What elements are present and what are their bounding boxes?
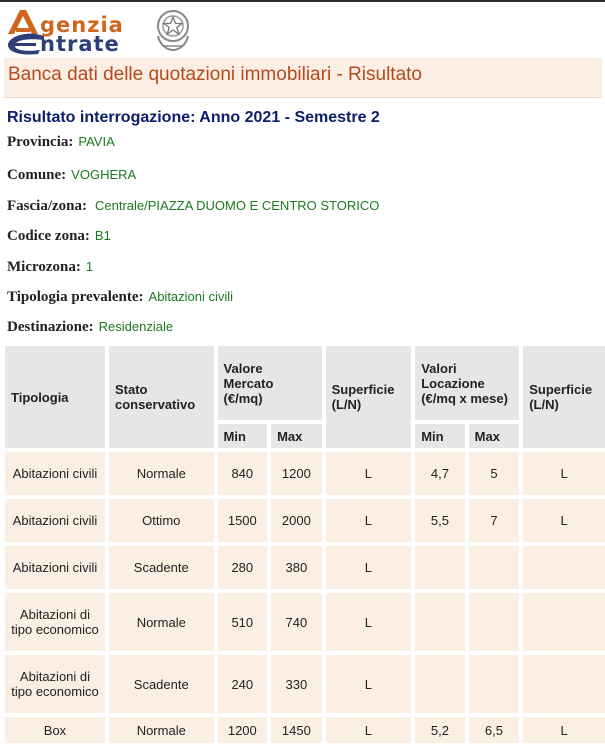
cell-locazione-min: 5,5 <box>415 499 464 542</box>
cell-valore-min: 280 <box>218 546 268 589</box>
header-superficie-locazione: Superficie (L/N) <box>523 346 605 448</box>
cell-locazione-min <box>415 546 464 589</box>
logo-word-agenzia: genzia <box>40 13 124 37</box>
cell-stato: Normale <box>109 717 214 743</box>
cell-superficie-locazione: L <box>523 717 605 743</box>
header-valore-min: Min <box>218 424 268 448</box>
cell-valore-min: 840 <box>218 452 268 495</box>
field-destinazione <box>7 319 173 336</box>
table-row <box>5 717 605 743</box>
table-row <box>5 452 605 495</box>
table-row <box>5 546 605 589</box>
cell-stato: Scadente <box>109 546 214 589</box>
header-locazione-min: Min <box>415 424 464 448</box>
cell-valore-max: 2000 <box>271 499 322 542</box>
cell-tipologia: Abitazioni di tipo economico <box>5 655 105 713</box>
header-locazione-max: Max <box>469 424 520 448</box>
result-title: Risultato interrogazione: Anno 2021 - Semestre 2 <box>7 109 380 126</box>
field-label: Fascia/zona: <box>7 198 87 214</box>
cell-stato: Normale <box>109 452 214 495</box>
cell-superficie: L <box>326 655 412 713</box>
cell-valore-min: 510 <box>218 593 268 651</box>
field-microzona <box>7 259 93 276</box>
cell-locazione-min <box>415 655 464 713</box>
field-label: Destinazione: <box>7 319 94 335</box>
cell-stato: Ottimo <box>109 499 214 542</box>
cell-locazione-min: 4,7 <box>415 452 464 495</box>
quotations-table <box>1 342 605 747</box>
cell-tipologia: Box <box>5 717 105 743</box>
cell-locazione-max <box>469 655 520 713</box>
cell-superficie-locazione <box>523 655 605 713</box>
cell-valore-max: 740 <box>271 593 322 651</box>
header-superficie: Superficie (L/N) <box>326 346 412 448</box>
field-value: VOGHERA <box>71 167 137 182</box>
field-tipologia-prevalente <box>7 289 233 306</box>
cell-superficie-locazione: L <box>523 452 605 495</box>
cell-valore-min: 240 <box>218 655 268 713</box>
field-value: 1 <box>85 259 94 274</box>
field-value: Abitazioni civili <box>148 289 234 304</box>
field-provincia <box>7 134 115 151</box>
cell-tipologia: Abitazioni civili <box>5 546 105 589</box>
header-tipologia: Tipologia <box>5 346 105 448</box>
field-value: Residenziale <box>98 319 174 334</box>
cell-superficie-locazione <box>523 546 605 589</box>
cell-valore-max: 1200 <box>271 452 322 495</box>
cell-locazione-min <box>415 593 464 651</box>
cell-superficie-locazione: L <box>523 499 605 542</box>
header-valore-mercato: Valore Mercato (€/mq) <box>218 346 322 420</box>
cell-superficie: L <box>326 593 412 651</box>
header-valore-max: Max <box>271 424 322 448</box>
header-stato-conservativo: Stato conservativo <box>109 346 214 448</box>
table-row <box>5 499 605 542</box>
field-value: PAVIA <box>78 134 115 149</box>
field-value: B1 <box>94 228 111 243</box>
italian-republic-emblem-icon <box>152 6 194 52</box>
cell-locazione-max <box>469 546 520 589</box>
cell-superficie: L <box>326 546 412 589</box>
cell-tipologia: Abitazioni di tipo economico <box>5 593 105 651</box>
header-valori-locazione: Valori Locazione (€/mq x mese) <box>415 346 519 420</box>
cell-stato: Normale <box>109 593 214 651</box>
table-row <box>5 593 605 651</box>
cell-stato: Scadente <box>109 655 214 713</box>
field-label: Codice zona: <box>7 228 90 244</box>
logo-word-entrate: ntrate <box>40 32 120 56</box>
table-row <box>5 655 605 713</box>
cell-superficie: L <box>326 499 412 542</box>
cell-superficie-locazione <box>523 593 605 651</box>
cell-superficie: L <box>326 717 412 743</box>
page-banner <box>4 58 602 98</box>
cell-locazione-min: 5,2 <box>415 717 464 743</box>
cell-valore-min: 1500 <box>218 499 268 542</box>
cell-locazione-max <box>469 593 520 651</box>
cell-valore-max: 380 <box>271 546 322 589</box>
field-fascia-zona <box>7 198 379 215</box>
field-label: Microzona: <box>7 259 81 275</box>
cell-valore-max: 1450 <box>271 717 322 743</box>
cell-locazione-max: 7 <box>469 499 520 542</box>
top-border-line <box>0 0 605 2</box>
field-label: Comune: <box>7 167 67 183</box>
field-label: Tipologia prevalente: <box>7 289 144 305</box>
cell-locazione-max: 6,5 <box>469 717 520 743</box>
cell-tipologia: Abitazioni civili <box>5 499 105 542</box>
agenzia-entrate-logo[interactable] <box>4 6 194 56</box>
field-codice-zona <box>7 228 111 245</box>
cell-valore-min: 1200 <box>218 717 268 743</box>
cell-valore-max: 330 <box>271 655 322 713</box>
cell-superficie: L <box>326 452 412 495</box>
cell-locazione-max: 5 <box>469 452 520 495</box>
field-label: Provincia: <box>7 134 74 150</box>
field-value: Centrale/PIAZZA DUOMO E CENTRO STORICO <box>95 198 380 213</box>
field-comune <box>7 167 136 184</box>
cell-tipologia: Abitazioni civili <box>5 452 105 495</box>
banner-title: Banca dati delle quotazioni immobiliari - Risultato <box>8 64 422 85</box>
